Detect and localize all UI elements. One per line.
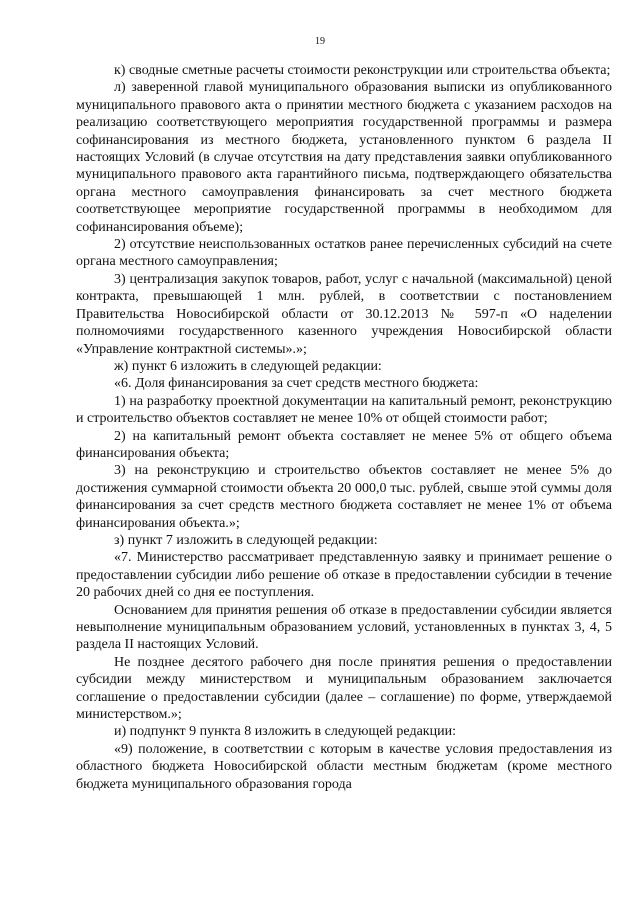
document-body <box>76 62 612 793</box>
page-number: 19 <box>315 36 325 47</box>
paragraph-clause-6-1: 1) на разработку проектной документации на капитальный ремонт, реконструкцию и строительство объектов составляет не менее 10% от общей стоимости работ; <box>76 393 612 427</box>
paragraph-subclause-9: «9) положение, в соответствии с которым в качестве условия предоставления из областного бюджета Новосибирской области местным бюджетам (кроме местного бюджета муниципального образования города <box>76 741 612 792</box>
paragraph-item-z: з) пункт 7 изложить в следующей редакции: <box>114 532 378 548</box>
paragraph-agreement: Не позднее десятого рабочего дня после принятия решения о предоставлении субсидии между министерством и муниципальным образованием заключается соглашение о предоставлении субсидии (далее – соглашение) по форме, утверждаемой министерством.»; <box>76 654 612 723</box>
paragraph-condition-2: 2) отсутствие неиспользованных остатков ранее перечисленных субсидий на счете органа местного самоуправления; <box>76 237 612 270</box>
paragraph-item-k: к) сводные сметные расчеты стоимости реконструкции или строительства объекта; <box>114 63 611 78</box>
paragraph-item-l: л) заверенной главой муниципального образования выписки из опубликованного муниципального правового акта о принятии местного бюджета с указанием расходов на реализацию соответствующего мероприятия государственной программы и размера софинансирования из местного бюджета, установленного пунктом 6 раздела II настоящих Условий (в случае отсутствия на дату представления заявки опубликованного муниципального правового акта гарантийного письма, подтверждающего обязательства органа местного самоуправления финансировать за счет местного бюджета соответствующее мероприятие государственной программы в необходимом для софинансирования объеме); <box>76 80 612 235</box>
paragraph-clause-6: «6. Доля финансирования за счет средств местного бюджета: <box>114 376 479 392</box>
paragraph-item-i: и) подпункт 9 пункта 8 изложить в следующей редакции: <box>114 724 456 740</box>
paragraph-refusal-grounds: Основанием для принятия решения об отказе в предоставлении субсидии является невыполнение муниципальным образованием условий, установленных в пунктах 3, 4, 5 раздела II настоящих Условий. <box>76 602 612 653</box>
paragraph-clause-7: «7. Министерство рассматривает представленную заявку и принимает решение о предоставлении субсидии либо решение об отказе в предоставлении субсидии в течение 20 рабочих дней со дня ее поступления. <box>76 550 612 601</box>
paragraph-clause-6-2: 2) на капитальный ремонт объекта составляет не менее 5% от общего объема финансирования объекта; <box>76 428 612 461</box>
paragraph-item-zh: ж) пункт 6 изложить в следующей редакции: <box>114 358 382 374</box>
paragraph-clause-6-3: 3) на реконструкцию и строительство объектов составляет не менее 5% до достижения суммарной стоимости объекта 20 000,0 тыс. рублей, свыше этой суммы доля финансирования за счет средств местного бюджета составляет не менее 1% от объема финансирования объекта.»; <box>76 463 612 531</box>
paragraph-condition-3: 3) централизация закупок товаров, работ, услуг с начальной (максимальной) ценой контракта, превышающей 1 млн. рублей, в соответствии с постановлением Правительства Новосибирской области от 30.12.2013 № 597-п «О наделении полномочиями государственного казенного учреждения Новосибирской области «Управление контрактной системы».»; <box>76 271 612 357</box>
